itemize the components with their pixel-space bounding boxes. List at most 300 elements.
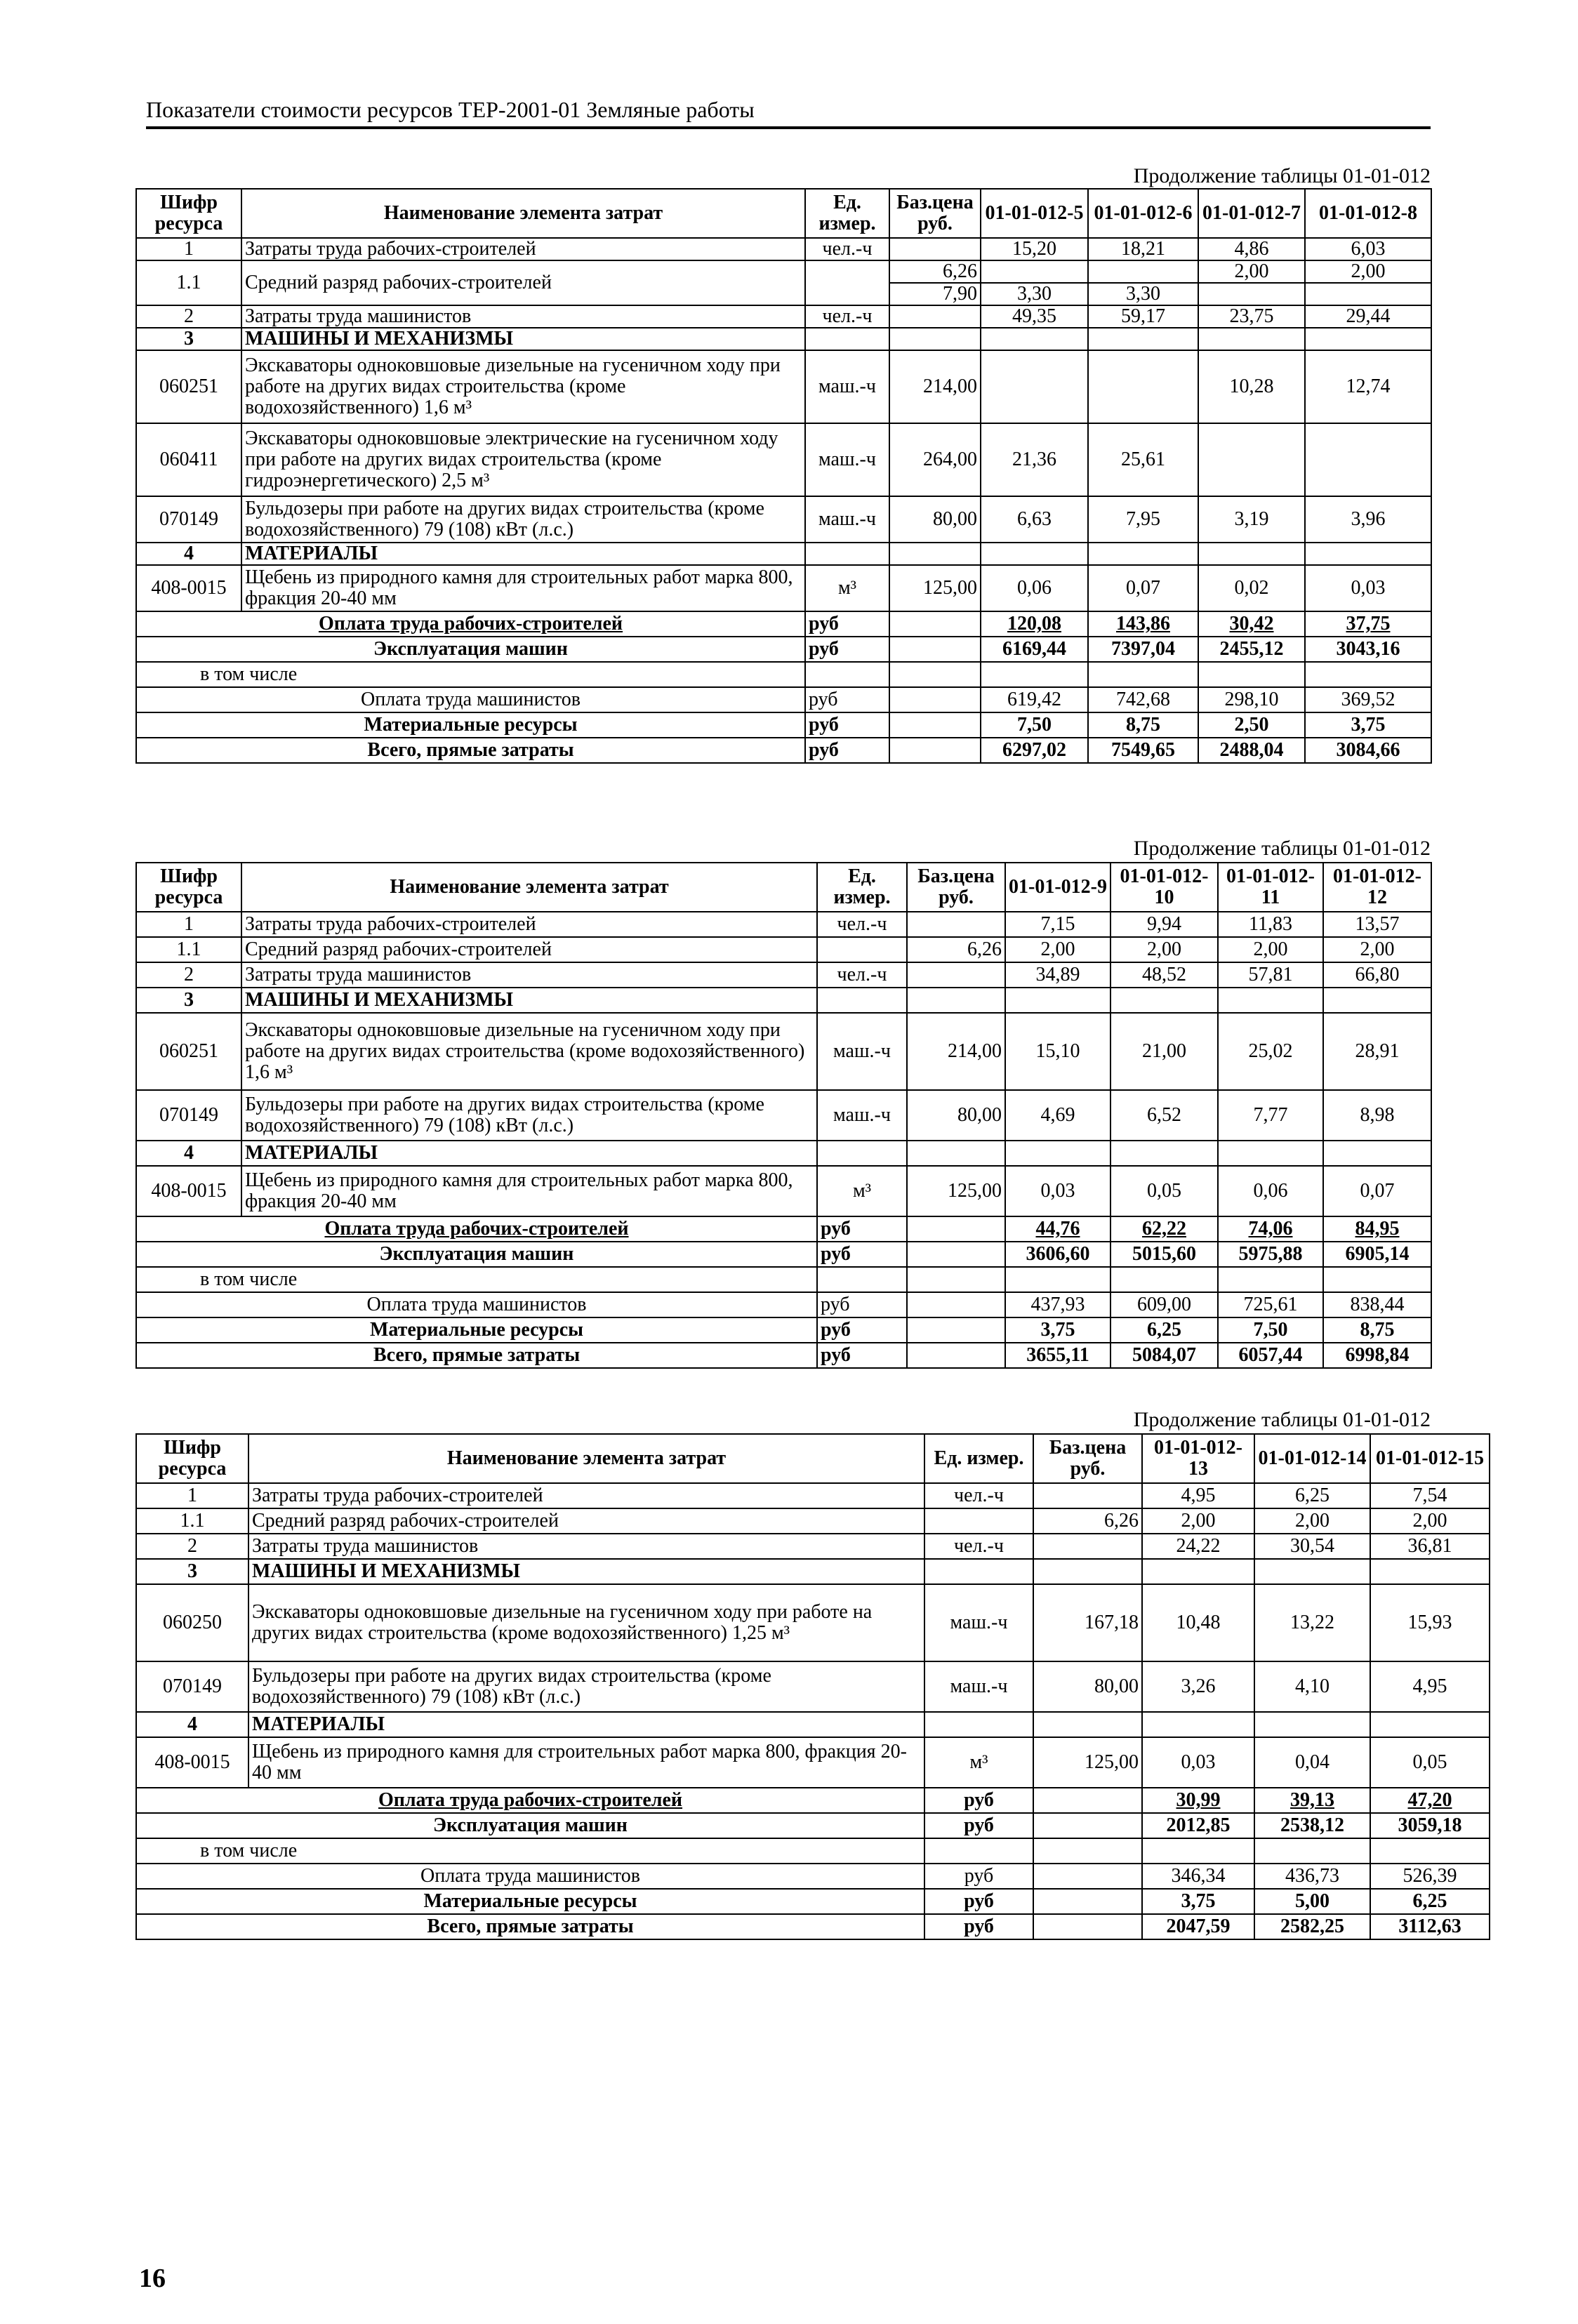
cell-unit: чел.-ч bbox=[817, 962, 907, 988]
cell-code: 1 bbox=[136, 238, 241, 260]
section-title: МАТЕРИАЛЫ bbox=[241, 543, 805, 565]
cell-value: 3,75 bbox=[1305, 712, 1431, 738]
cell-value: 6297,02 bbox=[981, 738, 1088, 763]
col-norm-header: 01-01-012-11 bbox=[1218, 863, 1323, 912]
cell-value: 74,06 bbox=[1218, 1216, 1323, 1242]
col-norm-header: 01-01-012-13 bbox=[1142, 1434, 1254, 1483]
col-norm-header: 01-01-012-14 bbox=[1254, 1434, 1370, 1483]
cell-value: 48,52 bbox=[1110, 962, 1218, 988]
table-row bbox=[136, 260, 1431, 283]
cell-value: 8,98 bbox=[1323, 1090, 1431, 1141]
table-header-row bbox=[136, 863, 1431, 912]
table-row bbox=[136, 565, 1431, 611]
col-price-header: Баз.цена руб. bbox=[1033, 1434, 1142, 1483]
cell-value: 2,00 bbox=[1142, 1508, 1254, 1534]
total-label: Эксплуатация машин bbox=[136, 637, 805, 662]
cell-name: Экскаваторы одноковшовые дизельные на гусеничном ходу при работе на других видах строительства (кроме водохозяйственного) 1,25 м³ bbox=[248, 1584, 924, 1661]
cell-value: 3,19 bbox=[1198, 496, 1305, 543]
table-continuation-label: Продолжение таблицы 01-01-012 bbox=[1133, 164, 1431, 187]
cell-value: 2,00 bbox=[1218, 937, 1323, 962]
total-row bbox=[136, 1838, 1490, 1864]
cell-unit: маш.-ч bbox=[817, 1013, 907, 1090]
cell-code: 1.1 bbox=[136, 937, 241, 962]
cell-value: 59,17 bbox=[1088, 305, 1198, 328]
cell-value: 0,03 bbox=[1305, 565, 1431, 611]
cell-value: 6,63 bbox=[981, 496, 1088, 543]
section-title: МАТЕРИАЛЫ bbox=[248, 1712, 924, 1737]
col-code-header: Шифр ресурса bbox=[136, 189, 241, 238]
cell-unit: м³ bbox=[817, 1166, 907, 1216]
cell-unit: руб bbox=[817, 1242, 907, 1267]
cell-unit: руб bbox=[805, 687, 889, 712]
cell-value: 3,96 bbox=[1305, 496, 1431, 543]
cell-value: 3606,60 bbox=[1005, 1242, 1110, 1267]
cell-price: 125,00 bbox=[1033, 1737, 1142, 1788]
total-row bbox=[136, 1343, 1431, 1368]
section-title: МАШИНЫ И МЕХАНИЗМЫ bbox=[241, 988, 817, 1013]
cost-table-3 bbox=[135, 1433, 1490, 1940]
col-norm-header: 01-01-012-5 bbox=[981, 189, 1088, 238]
cell-value: 2582,25 bbox=[1254, 1914, 1370, 1939]
cell-name: Щебень из природного камня для строительных работ марка 800, фракция 20-40 мм bbox=[241, 1166, 817, 1216]
total-label: Оплата труда рабочих-строителей bbox=[136, 1788, 924, 1813]
cell-price: 6,26 bbox=[907, 937, 1005, 962]
cell-value: 25,02 bbox=[1218, 1013, 1323, 1090]
cell-value: 18,21 bbox=[1088, 238, 1198, 260]
total-label: Оплата труда машинистов bbox=[136, 687, 805, 712]
cell-code: 070149 bbox=[136, 1661, 248, 1712]
page-title: Показатели стоимости ресурсов ТЕР-2001-01 Земляные работы bbox=[146, 97, 755, 122]
cell-code: 408-0015 bbox=[136, 565, 241, 611]
cell-code: 060251 bbox=[136, 350, 241, 423]
total-label: в том числе bbox=[136, 1838, 924, 1864]
cell-value bbox=[1305, 283, 1431, 305]
cell-unit: руб bbox=[805, 611, 889, 637]
cell-value: 3059,18 bbox=[1370, 1813, 1490, 1838]
cell-value: 84,95 bbox=[1323, 1216, 1431, 1242]
cell-price: 214,00 bbox=[889, 350, 981, 423]
cell-value: 25,61 bbox=[1088, 423, 1198, 496]
cell-name: Затраты труда рабочих-строителей bbox=[241, 238, 805, 260]
cell-value: 21,00 bbox=[1110, 1013, 1218, 1090]
page-number: 16 bbox=[139, 2264, 166, 2293]
cell-price: 6,26 bbox=[1033, 1508, 1142, 1534]
cell-value: 2538,12 bbox=[1254, 1813, 1370, 1838]
cell-name: Средний разряд рабочих-строителей bbox=[241, 937, 817, 962]
total-label: Эксплуатация машин bbox=[136, 1242, 817, 1267]
total-label: Всего, прямые затраты bbox=[136, 738, 805, 763]
cell-value: 2,00 bbox=[1198, 260, 1305, 283]
cell-value: 47,20 bbox=[1370, 1788, 1490, 1813]
cell-value: 13,22 bbox=[1254, 1584, 1370, 1661]
cell-value: 29,44 bbox=[1305, 305, 1431, 328]
total-row bbox=[136, 662, 1431, 687]
cell-value: 2488,04 bbox=[1198, 738, 1305, 763]
cell-name: Экскаваторы одноковшовые электрические на гусеничном ходу при работе на других видах строительства (кроме гидроэнергетического) 2,5 м³ bbox=[241, 423, 805, 496]
cell-code: 3 bbox=[136, 1559, 248, 1584]
cell-unit: чел.-ч bbox=[924, 1534, 1033, 1559]
total-label: Материальные ресурсы bbox=[136, 1889, 924, 1914]
cell-unit bbox=[924, 1508, 1033, 1534]
total-row bbox=[136, 1813, 1490, 1838]
cell-value: 120,08 bbox=[981, 611, 1088, 637]
cell-value: 34,89 bbox=[1005, 962, 1110, 988]
total-row bbox=[136, 1788, 1490, 1813]
cell-value bbox=[1088, 350, 1198, 423]
section-row bbox=[136, 1712, 1490, 1737]
section-title: МАТЕРИАЛЫ bbox=[241, 1141, 817, 1166]
cell-value: 0,04 bbox=[1254, 1737, 1370, 1788]
cell-unit: маш.-ч bbox=[805, 350, 889, 423]
cell-value: 2,50 bbox=[1198, 712, 1305, 738]
cell-value: 62,22 bbox=[1110, 1216, 1218, 1242]
table-row bbox=[136, 305, 1431, 328]
col-code-header: Шифр ресурса bbox=[136, 1434, 248, 1483]
cell-value: 2,00 bbox=[1005, 937, 1110, 962]
table-row bbox=[136, 1534, 1490, 1559]
cell-value bbox=[1088, 260, 1198, 283]
cell-value: 7,54 bbox=[1370, 1483, 1490, 1508]
table-row bbox=[136, 1483, 1490, 1508]
cell-name: Средний разряд рабочих-строителей bbox=[241, 260, 805, 305]
cell-unit: маш.-ч bbox=[805, 496, 889, 543]
table-header-row bbox=[136, 1434, 1490, 1483]
cell-value: 2047,59 bbox=[1142, 1914, 1254, 1939]
cell-value bbox=[1305, 423, 1431, 496]
cell-price bbox=[1033, 1483, 1142, 1508]
cell-unit: руб bbox=[817, 1292, 907, 1317]
cell-unit bbox=[805, 260, 889, 305]
col-price-header: Баз.цена руб. bbox=[907, 863, 1005, 912]
cell-unit: руб bbox=[817, 1343, 907, 1368]
section-row bbox=[136, 988, 1431, 1013]
cell-value: 37,75 bbox=[1305, 611, 1431, 637]
cell-value: 15,93 bbox=[1370, 1584, 1490, 1661]
cell-value: 5975,88 bbox=[1218, 1242, 1323, 1267]
table-row bbox=[136, 962, 1431, 988]
cell-value: 6,25 bbox=[1110, 1317, 1218, 1343]
cell-name: Щебень из природного камня для строительных работ марка 800, фракция 20-40 мм bbox=[248, 1737, 924, 1788]
cell-code: 060411 bbox=[136, 423, 241, 496]
cell-price bbox=[907, 912, 1005, 937]
cell-price bbox=[889, 238, 981, 260]
col-norm-header: 01-01-012-7 bbox=[1198, 189, 1305, 238]
cell-value: 10,48 bbox=[1142, 1584, 1254, 1661]
table-row bbox=[136, 238, 1431, 260]
cell-code: 1.1 bbox=[136, 260, 241, 305]
section-row bbox=[136, 1559, 1490, 1584]
total-label: в том числе bbox=[136, 662, 805, 687]
total-label: в том числе bbox=[136, 1267, 817, 1292]
cell-name: Бульдозеры при работе на других видах строительства (кроме водохозяйственного) 79 (108) кВт (л.с.) bbox=[241, 496, 805, 543]
cell-name: Экскаваторы одноковшовые дизельные на гусеничном ходу при работе на других видах строительства (кроме водохозяйственного) 1,6 м³ bbox=[241, 1013, 817, 1090]
total-label: Оплата труда рабочих-строителей bbox=[136, 611, 805, 637]
cell-value: 7,50 bbox=[981, 712, 1088, 738]
total-label: Всего, прямые затраты bbox=[136, 1343, 817, 1368]
cell-value: 8,75 bbox=[1088, 712, 1198, 738]
cell-value: 2,00 bbox=[1370, 1508, 1490, 1534]
col-price-header: Баз.цена руб. bbox=[889, 189, 981, 238]
cell-code: 2 bbox=[136, 1534, 248, 1559]
table-row bbox=[136, 1661, 1490, 1712]
cell-price bbox=[889, 305, 981, 328]
cell-value: 3,75 bbox=[1005, 1317, 1110, 1343]
cell-unit: м³ bbox=[924, 1737, 1033, 1788]
cell-value bbox=[981, 350, 1088, 423]
cell-value: 298,10 bbox=[1198, 687, 1305, 712]
cell-value: 5084,07 bbox=[1110, 1343, 1218, 1368]
cell-value: 4,10 bbox=[1254, 1661, 1370, 1712]
total-label: Эксплуатация машин bbox=[136, 1813, 924, 1838]
cell-value: 12,74 bbox=[1305, 350, 1431, 423]
cell-code: 2 bbox=[136, 305, 241, 328]
table-row bbox=[136, 496, 1431, 543]
cell-name: Затраты труда машинистов bbox=[248, 1534, 924, 1559]
cell-unit: руб bbox=[817, 1216, 907, 1242]
cell-value: 30,42 bbox=[1198, 611, 1305, 637]
total-row bbox=[136, 1914, 1490, 1939]
total-label: Оплата труда машинистов bbox=[136, 1864, 924, 1889]
table-header-row bbox=[136, 189, 1431, 238]
cell-value: 3043,16 bbox=[1305, 637, 1431, 662]
cell-value: 526,39 bbox=[1370, 1864, 1490, 1889]
cell-name: Бульдозеры при работе на других видах строительства (кроме водохозяйственного) 79 (108) кВт (л.с.) bbox=[248, 1661, 924, 1712]
cell-value: 6,03 bbox=[1305, 238, 1431, 260]
total-row bbox=[136, 1267, 1431, 1292]
cell-value: 437,93 bbox=[1005, 1292, 1110, 1317]
cell-value: 742,68 bbox=[1088, 687, 1198, 712]
cell-value: 3,26 bbox=[1142, 1661, 1254, 1712]
table-row bbox=[136, 1090, 1431, 1141]
cell-value: 39,13 bbox=[1254, 1788, 1370, 1813]
table-row bbox=[136, 423, 1431, 496]
cell-unit: руб bbox=[924, 1914, 1033, 1939]
col-unit-header: Ед. измер. bbox=[924, 1434, 1033, 1483]
cell-name: Затраты труда рабочих-строителей bbox=[241, 912, 817, 937]
cell-value: 369,52 bbox=[1305, 687, 1431, 712]
cell-unit: маш.-ч bbox=[924, 1661, 1033, 1712]
total-row bbox=[136, 1889, 1490, 1914]
cell-value: 3,75 bbox=[1142, 1889, 1254, 1914]
cell-value: 6998,84 bbox=[1323, 1343, 1431, 1368]
cell-unit bbox=[817, 937, 907, 962]
total-label: Всего, прямые затраты bbox=[136, 1914, 924, 1939]
total-label: Материальные ресурсы bbox=[136, 1317, 817, 1343]
cell-code: 070149 bbox=[136, 496, 241, 543]
total-label: Оплата труда машинистов bbox=[136, 1292, 817, 1317]
col-name-header: Наименование элемента затрат bbox=[241, 863, 817, 912]
cell-name: Затраты труда машинистов bbox=[241, 305, 805, 328]
cell-value: 11,83 bbox=[1218, 912, 1323, 937]
cell-value: 4,86 bbox=[1198, 238, 1305, 260]
cell-value: 5,00 bbox=[1254, 1889, 1370, 1914]
section-row bbox=[136, 328, 1431, 350]
cell-price: 7,90 bbox=[889, 283, 981, 305]
cell-code: 070149 bbox=[136, 1090, 241, 1141]
cell-price: 264,00 bbox=[889, 423, 981, 496]
table-row bbox=[136, 1013, 1431, 1090]
cell-value: 0,07 bbox=[1088, 565, 1198, 611]
total-row bbox=[136, 1864, 1490, 1889]
cell-code: 1 bbox=[136, 912, 241, 937]
cell-value: 28,91 bbox=[1323, 1013, 1431, 1090]
cell-price: 80,00 bbox=[1033, 1661, 1142, 1712]
cell-value: 5015,60 bbox=[1110, 1242, 1218, 1267]
total-row bbox=[136, 738, 1431, 763]
section-title: МАШИНЫ И МЕХАНИЗМЫ bbox=[248, 1559, 924, 1584]
cell-price: 125,00 bbox=[889, 565, 981, 611]
cell-value: 9,94 bbox=[1110, 912, 1218, 937]
cell-value: 0,03 bbox=[1142, 1737, 1254, 1788]
cell-value: 30,99 bbox=[1142, 1788, 1254, 1813]
cell-name: Затраты труда рабочих-строителей bbox=[248, 1483, 924, 1508]
cell-value: 6905,14 bbox=[1323, 1242, 1431, 1267]
cost-table-2 bbox=[135, 862, 1432, 1369]
cell-price: 214,00 bbox=[907, 1013, 1005, 1090]
cell-unit: маш.-ч bbox=[805, 423, 889, 496]
cell-unit: маш.-ч bbox=[817, 1090, 907, 1141]
cell-code: 1.1 bbox=[136, 1508, 248, 1534]
cell-value: 6,25 bbox=[1254, 1483, 1370, 1508]
cell-value: 49,35 bbox=[981, 305, 1088, 328]
col-unit-header: Ед. измер. bbox=[817, 863, 907, 912]
cell-code: 408-0015 bbox=[136, 1737, 248, 1788]
cell-value: 24,22 bbox=[1142, 1534, 1254, 1559]
cell-code: 3 bbox=[136, 988, 241, 1013]
total-label: Материальные ресурсы bbox=[136, 712, 805, 738]
table-row bbox=[136, 1166, 1431, 1216]
cell-price bbox=[907, 962, 1005, 988]
cell-value: 36,81 bbox=[1370, 1534, 1490, 1559]
cell-value: 838,44 bbox=[1323, 1292, 1431, 1317]
cell-price: 6,26 bbox=[889, 260, 981, 283]
cell-value: 725,61 bbox=[1218, 1292, 1323, 1317]
cell-value: 143,86 bbox=[1088, 611, 1198, 637]
cell-value: 13,57 bbox=[1323, 912, 1431, 937]
cell-unit: руб bbox=[924, 1788, 1033, 1813]
cell-unit: руб bbox=[924, 1889, 1033, 1914]
cell-value bbox=[1198, 423, 1305, 496]
cell-value: 0,06 bbox=[981, 565, 1088, 611]
total-row bbox=[136, 1216, 1431, 1242]
total-row bbox=[136, 712, 1431, 738]
page-header bbox=[146, 95, 1431, 129]
cell-value: 0,06 bbox=[1218, 1166, 1323, 1216]
table-continuation-label: Продолжение таблицы 01-01-012 bbox=[1133, 1408, 1431, 1431]
cell-value: 619,42 bbox=[981, 687, 1088, 712]
cell-value: 2,00 bbox=[1305, 260, 1431, 283]
cell-value: 0,05 bbox=[1370, 1737, 1490, 1788]
cell-unit: чел.-ч bbox=[805, 238, 889, 260]
cell-name: Затраты труда машинистов bbox=[241, 962, 817, 988]
section-row bbox=[136, 543, 1431, 565]
cell-value: 4,69 bbox=[1005, 1090, 1110, 1141]
cell-value: 21,36 bbox=[981, 423, 1088, 496]
cell-value: 7549,65 bbox=[1088, 738, 1198, 763]
cell-name: Экскаваторы одноковшовые дизельные на гусеничном ходу при работе на других видах строительства (кроме водохозяйственного) 1,6 м³ bbox=[241, 350, 805, 423]
cell-value: 57,81 bbox=[1218, 962, 1323, 988]
col-norm-header: 01-01-012-12 bbox=[1323, 863, 1431, 912]
cell-value bbox=[1198, 283, 1305, 305]
col-code-header: Шифр ресурса bbox=[136, 863, 241, 912]
cell-value: 7,77 bbox=[1218, 1090, 1323, 1141]
cell-value: 3112,63 bbox=[1370, 1914, 1490, 1939]
table-row bbox=[136, 350, 1431, 423]
cell-code: 4 bbox=[136, 1141, 241, 1166]
cell-value: 6169,44 bbox=[981, 637, 1088, 662]
cell-value: 3655,11 bbox=[1005, 1343, 1110, 1368]
col-name-header: Наименование элемента затрат bbox=[248, 1434, 924, 1483]
col-norm-header: 01-01-012-10 bbox=[1110, 863, 1218, 912]
cell-value: 7397,04 bbox=[1088, 637, 1198, 662]
table-row bbox=[136, 1584, 1490, 1661]
cell-unit: руб bbox=[805, 712, 889, 738]
cell-code: 4 bbox=[136, 543, 241, 565]
cell-unit: маш.-ч bbox=[924, 1584, 1033, 1661]
cell-price: 80,00 bbox=[907, 1090, 1005, 1141]
cell-value: 4,95 bbox=[1370, 1661, 1490, 1712]
cell-value: 2455,12 bbox=[1198, 637, 1305, 662]
cell-name: Средний разряд рабочих-строителей bbox=[248, 1508, 924, 1534]
cell-unit: руб bbox=[817, 1317, 907, 1343]
cell-code: 060250 bbox=[136, 1584, 248, 1661]
cell-value: 0,03 bbox=[1005, 1166, 1110, 1216]
cell-value: 6,25 bbox=[1370, 1889, 1490, 1914]
cell-unit: руб bbox=[924, 1864, 1033, 1889]
cell-unit: чел.-ч bbox=[805, 305, 889, 328]
cell-value: 7,50 bbox=[1218, 1317, 1323, 1343]
col-norm-header: 01-01-012-8 bbox=[1305, 189, 1431, 238]
cell-unit: руб bbox=[805, 637, 889, 662]
cell-value: 6057,44 bbox=[1218, 1343, 1323, 1368]
cell-price: 125,00 bbox=[907, 1166, 1005, 1216]
cell-price: 80,00 bbox=[889, 496, 981, 543]
cell-unit: чел.-ч bbox=[924, 1483, 1033, 1508]
cell-value: 3084,66 bbox=[1305, 738, 1431, 763]
cell-value: 0,07 bbox=[1323, 1166, 1431, 1216]
total-row bbox=[136, 637, 1431, 662]
total-row bbox=[136, 1317, 1431, 1343]
cell-value: 10,28 bbox=[1198, 350, 1305, 423]
cell-unit: руб bbox=[924, 1813, 1033, 1838]
cell-value: 3,30 bbox=[981, 283, 1088, 305]
table-row bbox=[136, 937, 1431, 962]
cell-value: 0,02 bbox=[1198, 565, 1305, 611]
cell-value: 44,76 bbox=[1005, 1216, 1110, 1242]
cell-value: 0,05 bbox=[1110, 1166, 1218, 1216]
cell-value: 3,30 bbox=[1088, 283, 1198, 305]
total-row bbox=[136, 1242, 1431, 1267]
cell-unit: чел.-ч bbox=[817, 912, 907, 937]
total-row bbox=[136, 1292, 1431, 1317]
total-row bbox=[136, 611, 1431, 637]
cell-unit: м³ bbox=[805, 565, 889, 611]
cell-code: 2 bbox=[136, 962, 241, 988]
total-label: Оплата труда рабочих-строителей bbox=[136, 1216, 817, 1242]
cell-value: 7,15 bbox=[1005, 912, 1110, 937]
col-norm-header: 01-01-012-15 bbox=[1370, 1434, 1490, 1483]
cell-price bbox=[1033, 1534, 1142, 1559]
section-row bbox=[136, 1141, 1431, 1166]
col-norm-header: 01-01-012-9 bbox=[1005, 863, 1110, 912]
cell-value: 23,75 bbox=[1198, 305, 1305, 328]
cell-code: 4 bbox=[136, 1712, 248, 1737]
cell-name: Бульдозеры при работе на других видах строительства (кроме водохозяйственного) 79 (108) кВт (л.с.) bbox=[241, 1090, 817, 1141]
cell-value: 2,00 bbox=[1110, 937, 1218, 962]
col-name-header: Наименование элемента затрат bbox=[241, 189, 805, 238]
cell-unit: руб bbox=[805, 738, 889, 763]
cell-value: 66,80 bbox=[1323, 962, 1431, 988]
